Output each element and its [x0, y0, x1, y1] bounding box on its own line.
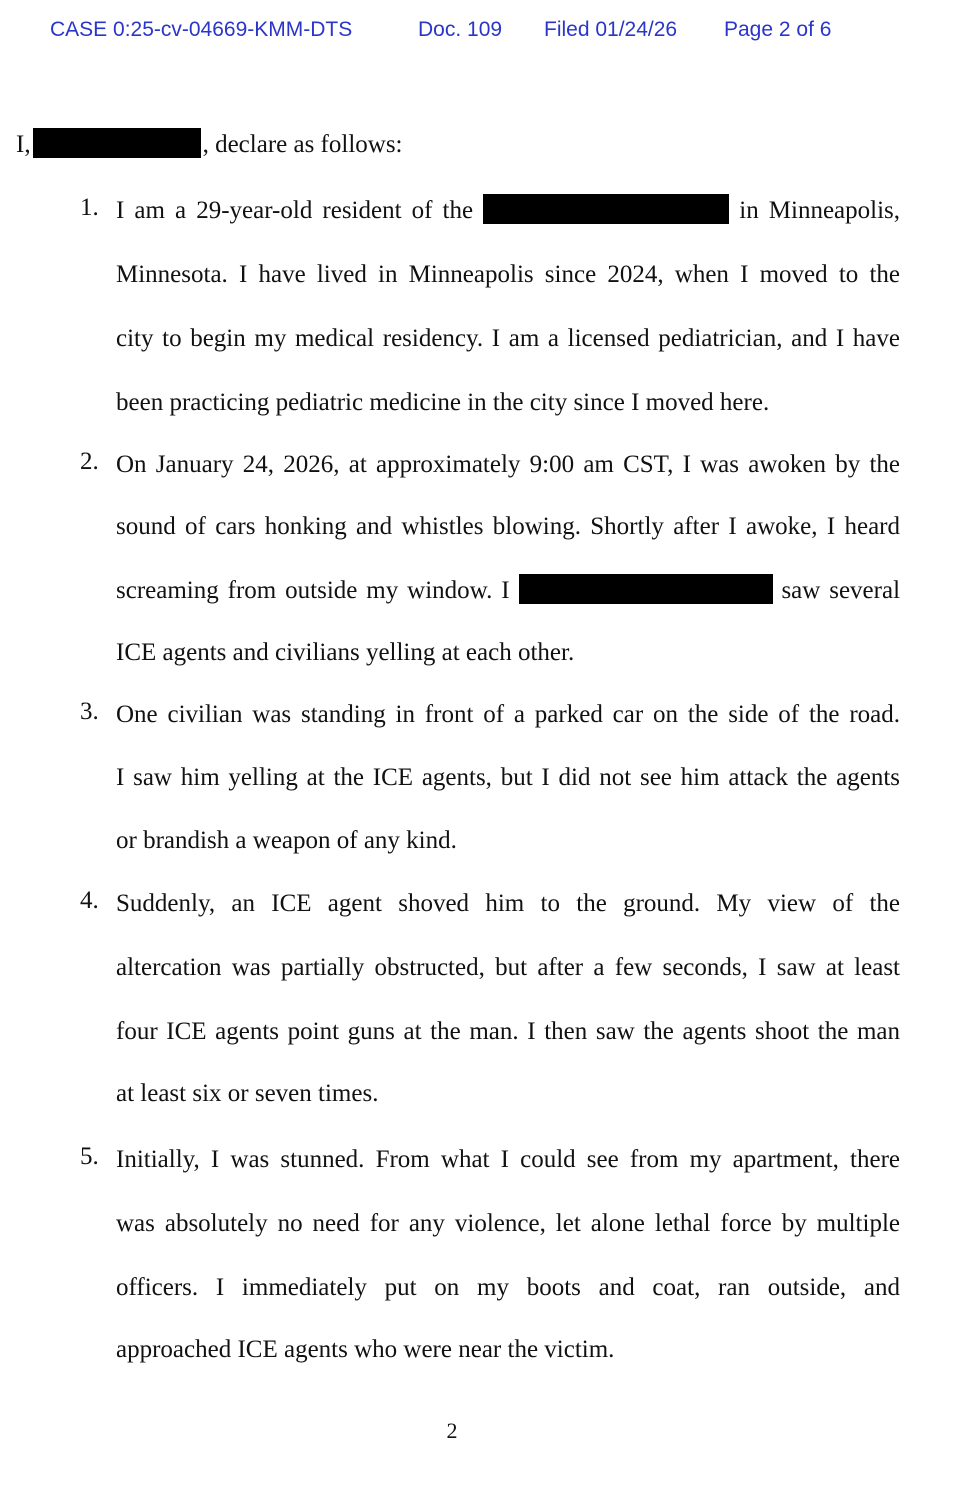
paragraph-line: [116, 194, 900, 228]
paragraph-line: four ICE agents point guns at the man. I then saw the agents shoot the man: [116, 1018, 900, 1045]
filing-header: [50, 18, 940, 48]
page-indicator: Page 2 of 6: [724, 18, 832, 41]
paragraph-line: altercation was partially obstructed, but after a few seconds, I saw at least: [116, 954, 900, 981]
paragraph-line: I saw him yelling at the ICE agents, but I did not see him attack the agents: [116, 764, 900, 791]
line-text: I am a 29-year-old resident of the: [116, 197, 474, 224]
paragraph-number: 5.: [80, 1143, 99, 1170]
paragraph-line: Minnesota. I have lived in Minneapolis since 2024, when I moved to the: [116, 261, 900, 288]
line-text: screaming from outside my window. I: [116, 577, 510, 604]
line-text: saw several: [781, 577, 901, 604]
paragraph-line: at least six or seven times.: [116, 1080, 379, 1107]
filed-date: Filed 01/24/26: [544, 18, 678, 41]
paragraph-line: or brandish a weapon of any kind.: [116, 827, 457, 854]
page-number: 2: [446, 1418, 458, 1443]
paragraph-number: 2.: [80, 448, 99, 475]
paragraph-line: was absolutely no need for any violence, let alone lethal force by multiple: [116, 1210, 900, 1237]
document-number: Doc. 109: [418, 18, 503, 41]
paragraph-line: been practicing pediatric medicine in the city since I moved here.: [116, 389, 770, 416]
paragraph-line: On January 24, 2026, at approximately 9:00 am CST, I was awoken by the: [116, 451, 900, 478]
redaction-name: [33, 128, 201, 158]
case-number: CASE 0:25-cv-04669-KMM-DTS: [50, 18, 353, 41]
paragraph-number: 4.: [80, 887, 99, 914]
paragraph-number: 1.: [80, 194, 99, 221]
paragraph-line: [116, 574, 900, 608]
paragraph-line: sound of cars honking and whistles blowing. Shortly after I awoke, I heard: [116, 513, 900, 540]
intro-prefix: I,: [16, 131, 31, 158]
paragraph-number: 3.: [80, 698, 99, 725]
paragraph-line: Suddenly, an ICE agent shoved him to the ground. My view of the: [116, 890, 900, 917]
paragraph-line: Initially, I was stunned. From what I could see from my apartment, there: [116, 1146, 900, 1173]
intro-suffix: , declare as follows:: [202, 131, 403, 158]
paragraph-line: One civilian was standing in front of a parked car on the side of the road.: [116, 701, 900, 728]
declaration-intro: [16, 128, 403, 159]
line-text: in Minneapolis,: [739, 197, 901, 224]
redaction-observation: [519, 574, 773, 604]
paragraph-line: officers. I immediately put on my boots and coat, ran outside, and: [116, 1274, 900, 1301]
paragraph-line: ICE agents and civilians yelling at each other.: [116, 639, 575, 666]
redaction-location: [483, 194, 729, 224]
paragraph-line: approached ICE agents who were near the victim.: [116, 1336, 615, 1363]
paragraph-line: city to begin my medical residency. I am a licensed pediatrician, and I have: [116, 325, 900, 352]
